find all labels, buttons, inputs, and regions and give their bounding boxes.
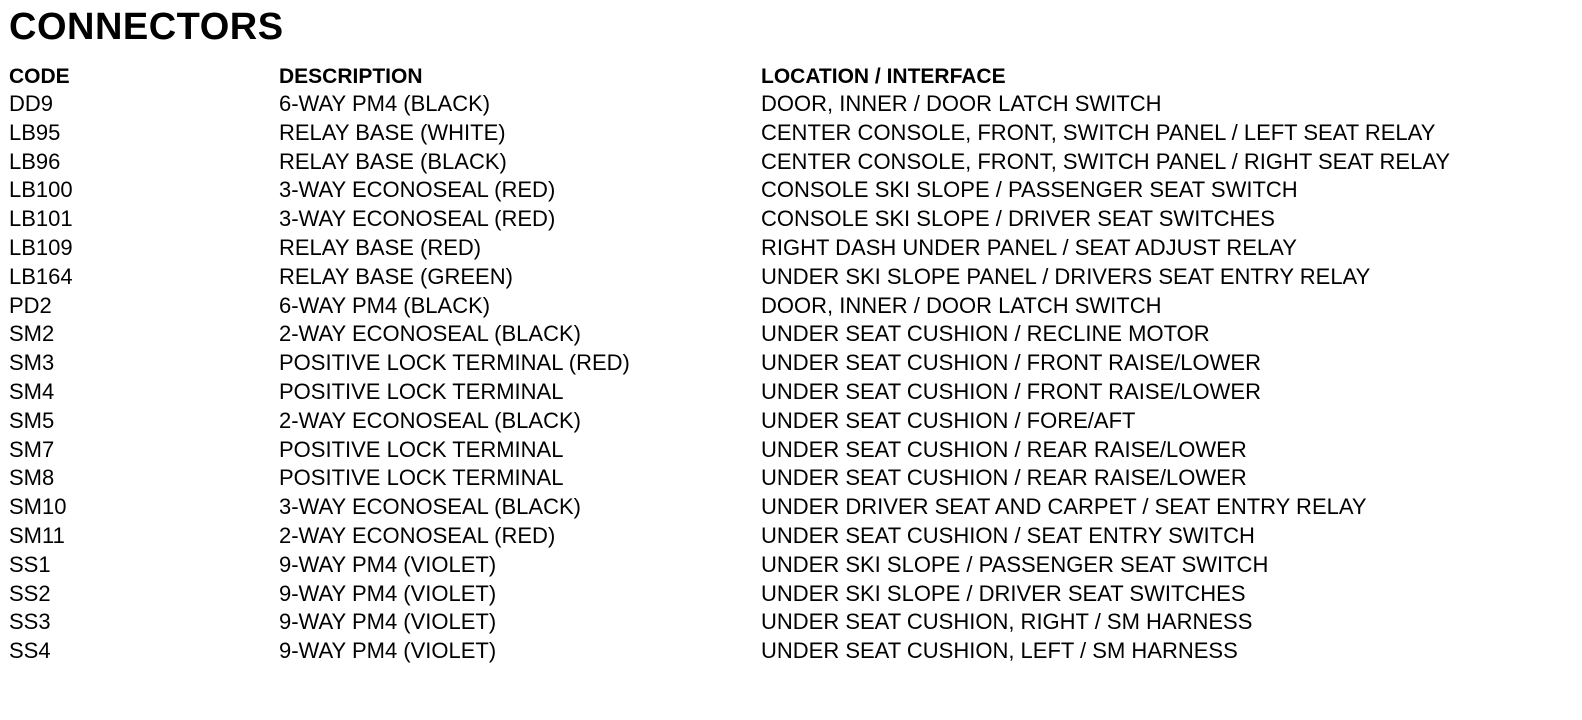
table-row	[9, 493, 1579, 522]
cell-description: 3-WAY ECONOSEAL (RED)	[279, 206, 556, 232]
cell-description: POSITIVE LOCK TERMINAL	[279, 436, 564, 462]
cell-description: RELAY BASE (GREEN)	[279, 263, 513, 289]
cell-code: PD2	[9, 292, 52, 318]
cell-code: SM4	[9, 378, 55, 404]
cell-code: LB164	[9, 263, 73, 289]
cell-description: 3-WAY ECONOSEAL (RED)	[279, 177, 556, 203]
cell-code: SM7	[9, 436, 55, 462]
cell-location: UNDER SEAT CUSHION / FORE/AFT	[761, 407, 1136, 433]
table-row	[9, 263, 1579, 292]
cell-location: UNDER SKI SLOPE / DRIVER SEAT SWITCHES	[761, 580, 1246, 606]
cell-code: SM8	[9, 465, 55, 491]
cell-code: DD9	[9, 91, 54, 116]
table-row	[9, 205, 1579, 234]
cell-description: RELAY BASE (RED)	[279, 234, 482, 260]
cell-description: 9-WAY PM4 (VIOLET)	[279, 638, 497, 664]
cell-location: UNDER SKI SLOPE / PASSENGER SEAT SWITCH	[761, 551, 1269, 577]
cell-location: UNDER SEAT CUSHION / FRONT RAISE/LOWER	[761, 350, 1261, 376]
cell-location: UNDER SKI SLOPE PANEL / DRIVERS SEAT ENTRY RELAY	[761, 263, 1371, 289]
cell-code: SS3	[9, 609, 51, 635]
cell-description: RELAY BASE (WHITE)	[279, 119, 506, 145]
cell-description: 2-WAY ECONOSEAL (BLACK)	[279, 321, 581, 347]
cell-location: UNDER SEAT CUSHION / REAR RAISE/LOWER	[761, 436, 1247, 462]
cell-code: SS4	[9, 638, 51, 664]
cell-code: SM5	[9, 407, 55, 433]
cell-location: CENTER CONSOLE, FRONT, SWITCH PANEL / LEFT SEAT RELAY	[761, 119, 1436, 145]
cell-description: 6-WAY PM4 (BLACK)	[279, 91, 491, 116]
cell-location: UNDER SEAT CUSHION / RECLINE MOTOR	[761, 321, 1210, 347]
cell-location: RIGHT DASH UNDER PANEL / SEAT ADJUST RELAY	[761, 234, 1297, 260]
table-row	[9, 522, 1579, 551]
cell-description: 9-WAY PM4 (VIOLET)	[279, 609, 497, 635]
cell-location: UNDER SEAT CUSHION / FRONT RAISE/LOWER	[761, 378, 1261, 404]
cell-code: LB101	[9, 206, 73, 232]
table-row	[9, 119, 1579, 148]
table-row	[9, 234, 1579, 263]
table-row	[9, 292, 1579, 321]
cell-location: UNDER DRIVER SEAT AND CARPET / SEAT ENTRY RELAY	[761, 494, 1367, 520]
cell-code: LB109	[9, 234, 73, 260]
table-row	[9, 637, 1579, 666]
table-row	[9, 148, 1579, 177]
cell-description: 3-WAY ECONOSEAL (BLACK)	[279, 494, 581, 520]
cell-location: UNDER SEAT CUSHION, RIGHT / SM HARNESS	[761, 609, 1253, 635]
cell-code: LB96	[9, 148, 61, 174]
cell-location: UNDER SEAT CUSHION, LEFT / SM HARNESS	[761, 638, 1238, 664]
cell-location: UNDER SEAT CUSHION / SEAT ENTRY SWITCH	[761, 522, 1255, 548]
cell-code: SM11	[9, 522, 65, 548]
header-description: DESCRIPTION	[279, 65, 423, 88]
cell-code: SM2	[9, 321, 55, 347]
table-row	[9, 378, 1579, 407]
cell-description: POSITIVE LOCK TERMINAL	[279, 465, 564, 491]
cell-code: SM3	[9, 350, 55, 376]
table-row	[9, 349, 1579, 378]
page-title: CONNECTORS	[9, 6, 284, 48]
table-row	[9, 608, 1579, 637]
cell-location: CENTER CONSOLE, FRONT, SWITCH PANEL / RIGHT SEAT RELAY	[761, 148, 1451, 174]
cell-description: POSITIVE LOCK TERMINAL (RED)	[279, 350, 630, 376]
table-row	[9, 407, 1579, 436]
table-row	[9, 551, 1579, 580]
cell-description: 2-WAY ECONOSEAL (RED)	[279, 522, 556, 548]
cell-location: DOOR, INNER / DOOR LATCH SWITCH	[761, 292, 1162, 318]
cell-code: SS2	[9, 580, 51, 606]
cell-location: UNDER SEAT CUSHION / REAR RAISE/LOWER	[761, 465, 1247, 491]
cell-code: SS1	[9, 551, 51, 577]
cell-description: 6-WAY PM4 (BLACK)	[279, 292, 491, 318]
cell-location: CONSOLE SKI SLOPE / PASSENGER SEAT SWITCH	[761, 177, 1298, 203]
cell-code: SM10	[9, 494, 67, 520]
table-row	[9, 176, 1579, 205]
connectors-table	[9, 63, 1579, 666]
cell-description: POSITIVE LOCK TERMINAL	[279, 378, 564, 404]
cell-description: 9-WAY PM4 (VIOLET)	[279, 551, 497, 577]
cell-description: 9-WAY PM4 (VIOLET)	[279, 580, 497, 606]
table-row	[9, 320, 1579, 349]
table-row	[9, 436, 1579, 465]
cell-description: RELAY BASE (BLACK)	[279, 148, 507, 174]
cell-description: 2-WAY ECONOSEAL (BLACK)	[279, 407, 581, 433]
cell-code: LB100	[9, 177, 73, 203]
cell-location: DOOR, INNER / DOOR LATCH SWITCH	[761, 91, 1162, 116]
cell-code: LB95	[9, 119, 61, 145]
table-row	[9, 90, 1579, 119]
table-row	[9, 464, 1579, 493]
header-code: CODE	[9, 65, 70, 88]
table-header-row	[9, 63, 1579, 90]
header-location: LOCATION / INTERFACE	[761, 65, 1006, 88]
table-row	[9, 580, 1579, 609]
table-body	[9, 90, 1579, 666]
cell-location: CONSOLE SKI SLOPE / DRIVER SEAT SWITCHES	[761, 206, 1275, 232]
